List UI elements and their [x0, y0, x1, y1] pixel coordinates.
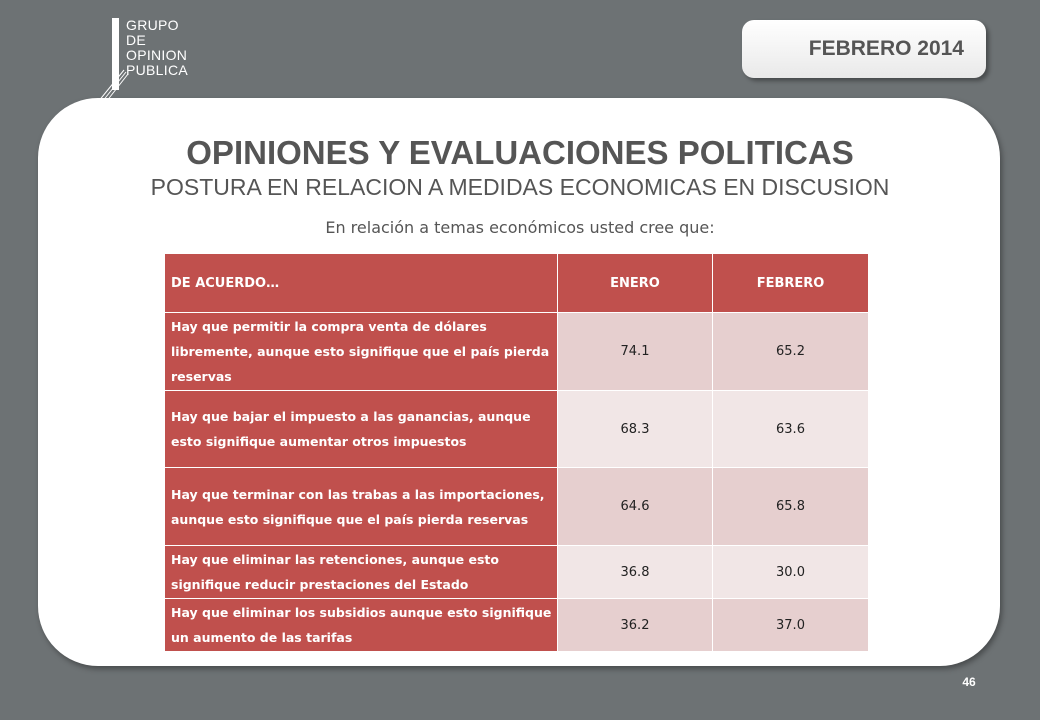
table-row	[165, 313, 869, 391]
value-enero: 74.1	[558, 313, 713, 391]
results-table	[164, 253, 869, 652]
value-febrero: 37.0	[713, 599, 869, 652]
table-header-row	[165, 254, 869, 313]
table-row	[165, 599, 869, 652]
value-febrero: 65.2	[713, 313, 869, 391]
row-label: Hay que permitir la compra venta de dólares libremente, aunque esto signifique que el país pierda reservas	[165, 313, 558, 391]
value-enero: 36.8	[558, 546, 713, 599]
table-row	[165, 468, 869, 546]
logo	[96, 14, 206, 104]
value-enero: 36.2	[558, 599, 713, 652]
question-text: En relación a temas económicos usted cree que:	[325, 218, 715, 237]
value-enero: 64.6	[558, 468, 713, 546]
row-label: Hay que eliminar los subsidios aunque esto signifique un aumento de las tarifas	[165, 599, 558, 652]
value-febrero: 65.8	[713, 468, 869, 546]
date-badge: FEBRERO 2014	[742, 20, 986, 78]
page-subtitle: POSTURA EN RELACION A MEDIDAS ECONOMICAS EN DISCUSION	[150, 174, 890, 200]
value-febrero: 63.6	[713, 391, 869, 468]
value-enero: 68.3	[558, 391, 713, 468]
page-title: OPINIONES Y EVALUACIONES POLITICAS	[186, 134, 854, 171]
logo-line: OPINION	[126, 47, 188, 63]
logo-line: PUBLICA	[126, 62, 189, 78]
row-label: Hay que bajar el impuesto a las ganancias, aunque esto signifique aumentar otros impuestos	[165, 391, 558, 468]
header-de-acuerdo: DE ACUERDO…	[165, 254, 558, 313]
logo-line: DE	[126, 32, 147, 48]
row-label: Hay que eliminar las retenciones, aunque esto signifique reducir prestaciones del Estado	[165, 546, 558, 599]
logo-line: GRUPO	[126, 17, 179, 33]
table-row	[165, 546, 869, 599]
value-febrero: 30.0	[713, 546, 869, 599]
table-row	[165, 391, 869, 468]
page-number: 46	[962, 675, 976, 689]
header-febrero: FEBRERO	[713, 254, 869, 313]
header-enero: ENERO	[558, 254, 713, 313]
logo-bar	[112, 18, 119, 90]
row-label: Hay que terminar con las trabas a las importaciones, aunque esto signifique que el país pierda reservas	[165, 468, 558, 546]
logo-text	[126, 18, 188, 78]
